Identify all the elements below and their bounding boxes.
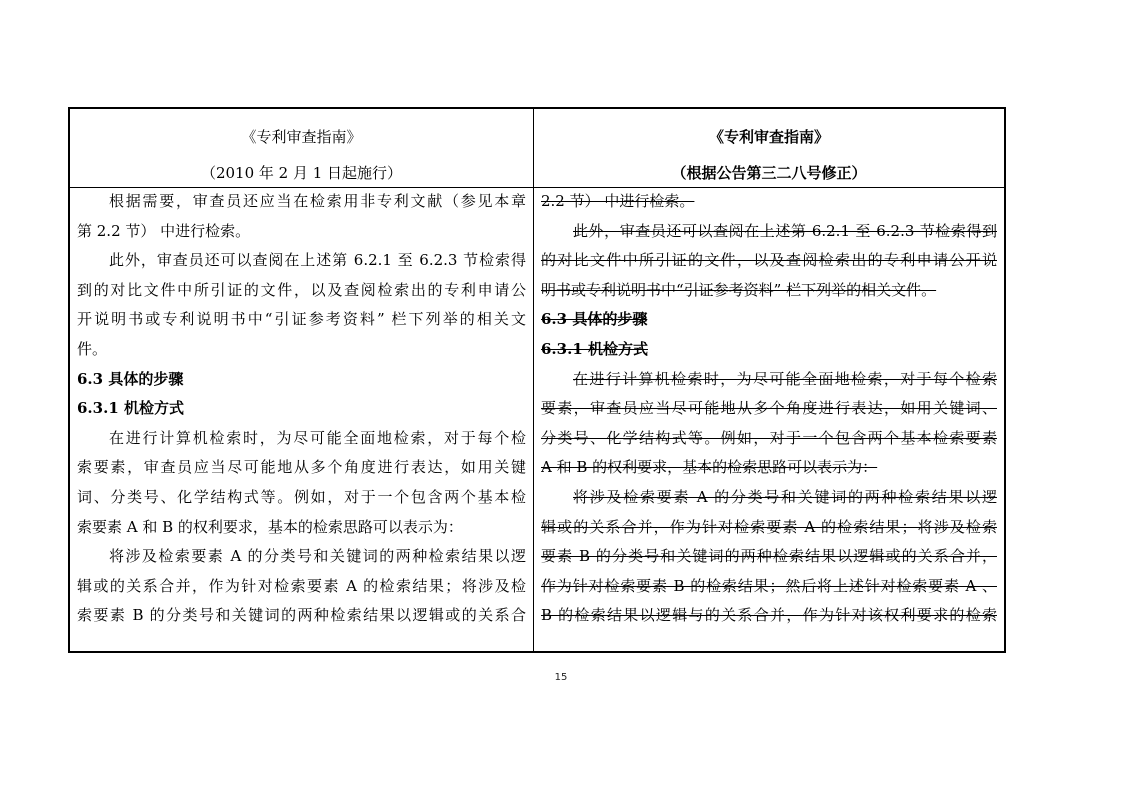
deleted-text-line: 的对比文件中所引证的文件，以及查阅检索出的专利申请公开说 xyxy=(541,251,997,270)
text-line: 开说明书或专利说明书中“引证参考资料” 栏下列举的相关文 xyxy=(77,310,526,329)
right-column xyxy=(534,109,1004,651)
right-title: 《专利审查指南》 xyxy=(708,128,829,146)
right-body xyxy=(541,187,997,651)
left-body xyxy=(77,187,526,651)
deleted-section-heading: 6.3 具体的步骤 xyxy=(541,310,648,329)
deleted-text-line: 作为针对检索要素 B 的检索结果；然后将上述针对检索要素 A 、 xyxy=(541,576,997,595)
text-line: 辑或的关系合并，作为针对检索要素 A 的检索结果；将涉及检 xyxy=(77,576,526,595)
left-header xyxy=(70,109,533,187)
text-line: 到的对比文件中所引证的文件，以及查阅检索出的专利申请公 xyxy=(77,280,526,299)
text-line: 将涉及检索要素 A 的分类号和关键词的两种检索结果以逻 xyxy=(109,547,526,566)
text-line: 件。 xyxy=(77,339,108,358)
deleted-text-line: 要素，审查员应当尽可能地从多个角度进行表达，如用关键词、 xyxy=(541,399,997,418)
deleted-text-line: 此外，审查员还可以查阅在上述第 6.2.1 至 6.2.3 节检索得到 xyxy=(573,221,997,240)
text-line: 第 2.2 节） 中进行检索。 xyxy=(77,221,251,240)
deleted-subsection-heading: 6.3.1 机检方式 xyxy=(541,339,648,358)
deleted-text-line: B 的检索结果以逻辑与的关系合并，作为针对该权利要求的检索 xyxy=(541,606,997,625)
text-line: 索要素 B 的分类号和关键词的两种检索结果以逻辑或的关系合 xyxy=(77,606,526,625)
text-line: 在进行计算机检索时，为尽可能全面地检索，对于每个检 xyxy=(109,428,526,447)
section-heading: 6.3 具体的步骤 xyxy=(77,369,184,388)
deleted-text-line: 将涉及检索要素 A 的分类号和关键词的两种检索结果以逻 xyxy=(573,487,997,506)
deleted-text-line: 明书或专利说明书中“引证参考资料” 栏下列举的相关文件。 xyxy=(541,280,937,299)
deleted-text-line: 在进行计算机检索时，为尽可能全面地检索，对于每个检索 xyxy=(573,369,997,388)
deleted-text-line: 2.2 节） 中进行检索。 xyxy=(541,192,695,210)
deleted-text-line: 分类号、化学结构式等。例如，对于一个包含两个基本检索要素 xyxy=(541,428,997,447)
subsection-heading: 6.3.1 机检方式 xyxy=(77,399,184,418)
text-line: 索要素，审查员应当尽可能地从多个角度进行表达，如用关键 xyxy=(77,458,526,477)
right-subtitle: （根据公告第三二八号修正） xyxy=(671,164,867,182)
page-number: 15 xyxy=(554,672,568,683)
text-line: 此外，审查员还可以查阅在上述第 6.2.1 至 6.2.3 节检索得 xyxy=(109,251,526,270)
right-header xyxy=(534,109,1004,187)
text-line: 词、分类号、化学结构式等。例如，对于一个包含两个基本检 xyxy=(77,487,526,506)
text-line: 索要素 A 和 B 的权利要求，基本的检索思路可以表示为： xyxy=(77,517,463,536)
deleted-text-line: A 和 B 的权利要求，基本的检索思路可以表示为： xyxy=(541,458,878,477)
left-title: 《专利审查指南》 xyxy=(241,128,362,146)
left-column xyxy=(70,109,533,651)
deleted-text-line: 要素 B 的分类号和关键词的两种检索结果以逻辑或的关系合并， xyxy=(541,547,997,566)
deleted-text-line: 辑或的关系合并，作为针对检索要素 A 的检索结果；将涉及检索 xyxy=(541,517,997,536)
comparison-table xyxy=(68,107,1006,653)
text-line: 根据需要，审查员还应当在检索用非专利文献（参见本章 xyxy=(109,192,526,210)
left-subtitle: （2010 年 2 月 1 日起施行） xyxy=(200,164,403,182)
